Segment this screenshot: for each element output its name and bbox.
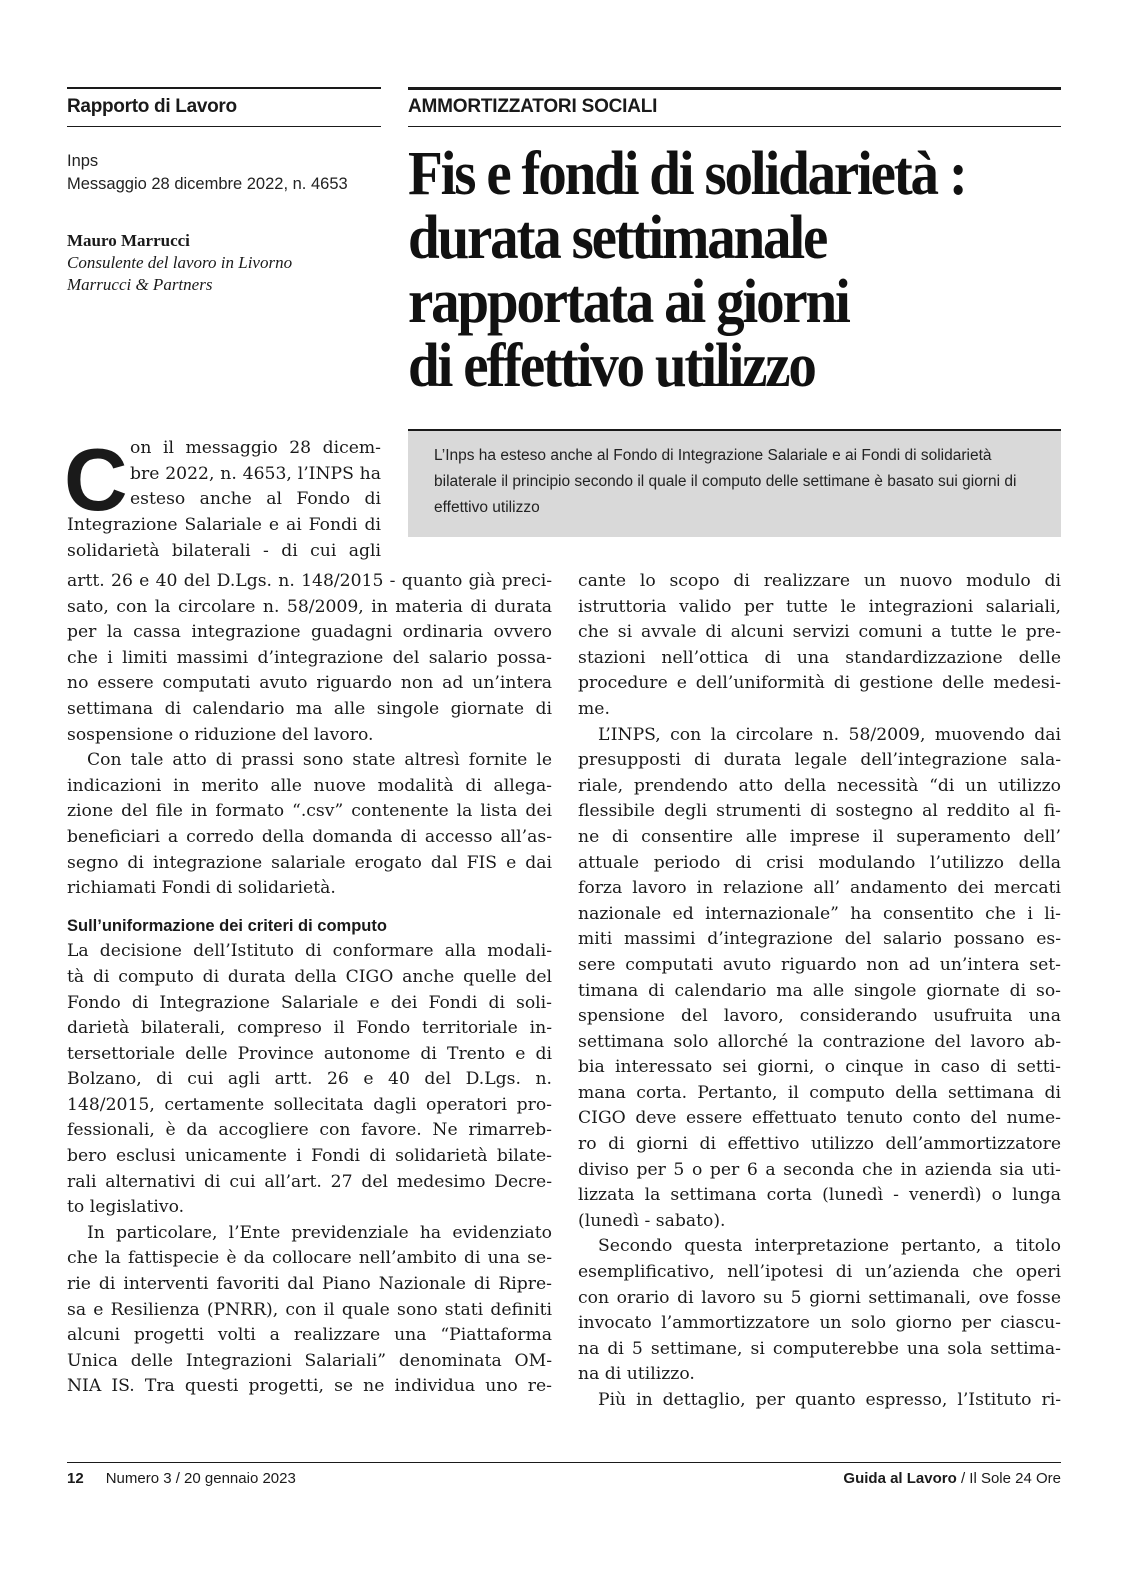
body-line: che si avvale di alcuni servizi comuni a tutte le pre- <box>578 622 1061 643</box>
source-reference <box>67 150 348 196</box>
summary-box <box>408 429 1061 537</box>
body-line: sato, con la circolare n. 58/2009, in materia di durata <box>67 596 552 617</box>
body-line: na di 5 settimane, si computerebbe una sola settima- <box>578 1338 1061 1359</box>
author-block <box>67 230 292 296</box>
body-line: istruttoria valido per tutte le integrazioni salariali, <box>578 596 1061 617</box>
body-line: nazionale ed internazionale” ha consentito che i li- <box>578 903 1061 924</box>
body-line: procedure e dell’uniformità di gestione delle medesi- <box>578 673 1061 694</box>
body-line: spensione del lavoro, considerando usufruita una <box>578 1006 1061 1027</box>
author-role-2: Marrucci & Partners <box>67 275 213 294</box>
body-line: cante lo scopo di realizzare un nuovo modulo di <box>578 571 1061 591</box>
body-line: Secondo questa interpretazione pertanto, a titolo <box>598 1236 1061 1257</box>
body-line: Con tale atto di prassi sono state altresì fornite le <box>87 750 552 771</box>
body-line: miti massimi d’integrazione del salario possano es- <box>578 929 1061 950</box>
author-role-1: Consulente del lavoro in Livorno <box>67 253 293 272</box>
summary-text: L’Inps ha esteso anche al Fondo di Integrazione Salariale e ai Fondi di solidarietà bilaterale il principio secondo il quale il computo delle settimane è basato sui giorni di effettivo utilizzo <box>434 447 1017 516</box>
body-line: stazioni nell’ottica di una standardizzazione delle <box>578 647 1061 668</box>
body-line: to legislativo. <box>67 1197 185 1218</box>
title-line-4: di effettivo utilizzo <box>408 332 815 400</box>
body-line: me. <box>578 698 610 719</box>
body-line: ne di consentire alle imprese il superamento dell’ <box>578 826 1061 847</box>
header-underline-left <box>67 126 381 127</box>
footer-left <box>67 1470 296 1487</box>
topic-label: AMMORTIZZATORI SOCIALI <box>408 96 658 117</box>
body-line: tersettoriale delle Province autonome di Trento e di <box>67 1043 552 1064</box>
source-line-2: Messaggio 28 dicembre 2022, n. 4653 <box>67 175 348 193</box>
body-line: che i limiti massimi d’integrazione del salario possa- <box>67 647 552 668</box>
body-line: indicazioni in merito alle nuove modalità di allega- <box>67 775 552 796</box>
body-line: CIGO deve essere effettuato tenuto conto del nume- <box>578 1108 1061 1129</box>
body-line: bero esclusi unicamente i Fondi di solidarietà bilate- <box>67 1146 552 1167</box>
body-line: rali alternativi di cui all’art. 27 del medesimo Decre- <box>67 1171 552 1192</box>
body-line: Fondo di Integrazione Salariale e dei Fondi di soli- <box>67 992 552 1013</box>
body-line: Più in dettaglio, per quanto espresso, l’Istituto ri- <box>598 1390 1061 1410</box>
body-line: no essere computati avuto riguardo non ad un’intera <box>67 673 552 694</box>
intro-line: esteso anche al Fondo di <box>130 489 381 510</box>
body-line: In particolare, l’Ente previdenziale ha evidenziato <box>87 1222 552 1243</box>
header-rule-left <box>67 87 381 89</box>
left-column <box>67 569 552 1400</box>
article-title <box>408 142 1068 398</box>
paragraph-gap <box>67 902 552 914</box>
author-name: Mauro Marrucci <box>67 231 190 250</box>
body-line: flessibile degli strumenti di sostegno al reddito al fi- <box>578 801 1061 822</box>
title-line-1: Fis e fondi di solidarietà : <box>408 140 966 208</box>
body-line: sere computati avuto riguardo non ad un’intera set- <box>578 954 1061 975</box>
body-line: beneficiari a corredo della domanda di accesso all’as- <box>67 826 552 847</box>
section-label: Rapporto di Lavoro <box>67 96 237 117</box>
body-line: alcuni progetti volti a realizzare una “Piattaforma <box>67 1325 552 1346</box>
body-line: bia interessato sei giorni, o cinque in caso di setti- <box>578 1057 1061 1078</box>
drop-cap: C <box>64 430 128 529</box>
intro-line: solidarietà bilaterali - di cui agli <box>67 540 381 561</box>
body-line: tà di computo di durata della CIGO anche quelle del <box>67 966 552 987</box>
body-line: 148/2015, certamente sollecitata dagli operatori pro- <box>67 1094 552 1115</box>
body-line: invocato l’ammortizzatore un solo giorno per ciascu- <box>578 1313 1061 1334</box>
intro-lines <box>130 436 381 513</box>
body-line: (lunedì - sabato). <box>578 1210 726 1231</box>
body-line: forza lavoro in relazione all’ andamento dei mercati <box>578 878 1061 899</box>
body-line: riale, prendendo atto della necessità “di un utilizzo <box>578 775 1061 796</box>
body-line: NIA IS. Tra questi progetti, se ne individua uno re- <box>67 1376 552 1397</box>
body-line: con orario di lavoro su 5 giorni settimanali, ove fosse <box>578 1287 1061 1308</box>
footer-right <box>843 1470 1061 1487</box>
body-line: Bolzano, di cui agli artt. 26 e 40 del D.Lgs. n. <box>67 1069 552 1090</box>
body-line: settimana di calendario ma alle singole giornate di <box>67 698 552 719</box>
body-line: per la cassa integrazione guadagni ordinaria ovvero <box>67 622 552 643</box>
intro-line: on il messaggio 28 dicem- <box>130 438 381 458</box>
body-line: che la fattispecie è da collocare nell’ambito di una se- <box>67 1248 552 1269</box>
body-line: fessionali, è da accogliere con favore. Ne rimarreb- <box>67 1120 552 1141</box>
publication-brand: Guida al Lavoro <box>843 1470 957 1487</box>
body-line: attuale periodo di crisi modulando l’utilizzo della <box>578 852 1061 873</box>
body-line: La decisione dell’Istituto di conformare alla modali- <box>67 941 552 962</box>
body-line: esemplificativo, nell’ipotesi di un’azienda che operi <box>578 1262 1061 1283</box>
body-line: lizzata la settimana corta (lunedì - venerdì) o lunga <box>578 1185 1061 1206</box>
body-line: settimana solo allorché la contrazione del lavoro ab- <box>578 1031 1061 1052</box>
body-line: sa e Resilienza (PNRR), con il quale sono stati definiti <box>67 1299 552 1320</box>
intro-lines-full <box>67 513 381 564</box>
issue-info: Numero 3 / 20 gennaio 2023 <box>105 1470 296 1487</box>
body-line: rie di interventi favoriti dal Piano Nazionale di Ripre- <box>67 1274 552 1295</box>
body-line: zione del file in formato “.csv” contenente la lista dei <box>67 801 552 822</box>
publisher-name: / Il Sole 24 Ore <box>956 1470 1061 1487</box>
page-number: 12 <box>67 1470 84 1487</box>
right-column <box>578 569 1061 1414</box>
body-line: diviso per 5 o per 6 a seconda che in azienda sia uti- <box>578 1159 1061 1180</box>
body-line: richiamati Fondi di solidarietà. <box>67 878 336 899</box>
footer-rule <box>67 1462 1061 1463</box>
source-line-1: Inps <box>67 152 99 170</box>
body-line: presupposti di durata legale dell’integrazione sala- <box>578 750 1061 771</box>
intro-line: bre 2022, n. 4653, l’INPS ha <box>130 463 381 484</box>
section-subheading: Sull’uniformazione dei criteri di computo <box>67 916 387 935</box>
body-line: ro di giorni di effettivo utilizzo dell’ammortizzatore <box>578 1134 1061 1155</box>
body-line: mana corta. Pertanto, il computo della settimana di <box>578 1082 1061 1103</box>
body-line: na di utilizzo. <box>578 1364 695 1385</box>
title-line-2: durata settimanale <box>408 204 827 272</box>
body-line: Unica delle Integrazioni Salariali” denominata OM- <box>67 1350 552 1371</box>
body-line: artt. 26 e 40 del D.Lgs. n. 148/2015 - quanto già preci- <box>67 571 552 591</box>
body-line: darietà bilaterali, compreso il Fondo territoriale in- <box>67 1018 552 1039</box>
body-line: timana di calendario ma alle singole giornate di so- <box>578 980 1061 1001</box>
title-line-3: rapportata ai giorni <box>408 268 849 336</box>
body-line: segno di integrazione salariale erogato dal FIS e dai <box>67 852 552 873</box>
body-line: L’INPS, con la circolare n. 58/2009, muovendo dai <box>598 724 1061 745</box>
intro-line: Integrazione Salariale e ai Fondi di <box>67 515 381 535</box>
body-line: sospensione o riduzione del lavoro. <box>67 724 374 745</box>
header-rule-right <box>408 87 1061 90</box>
header-underline-right <box>408 126 1061 127</box>
